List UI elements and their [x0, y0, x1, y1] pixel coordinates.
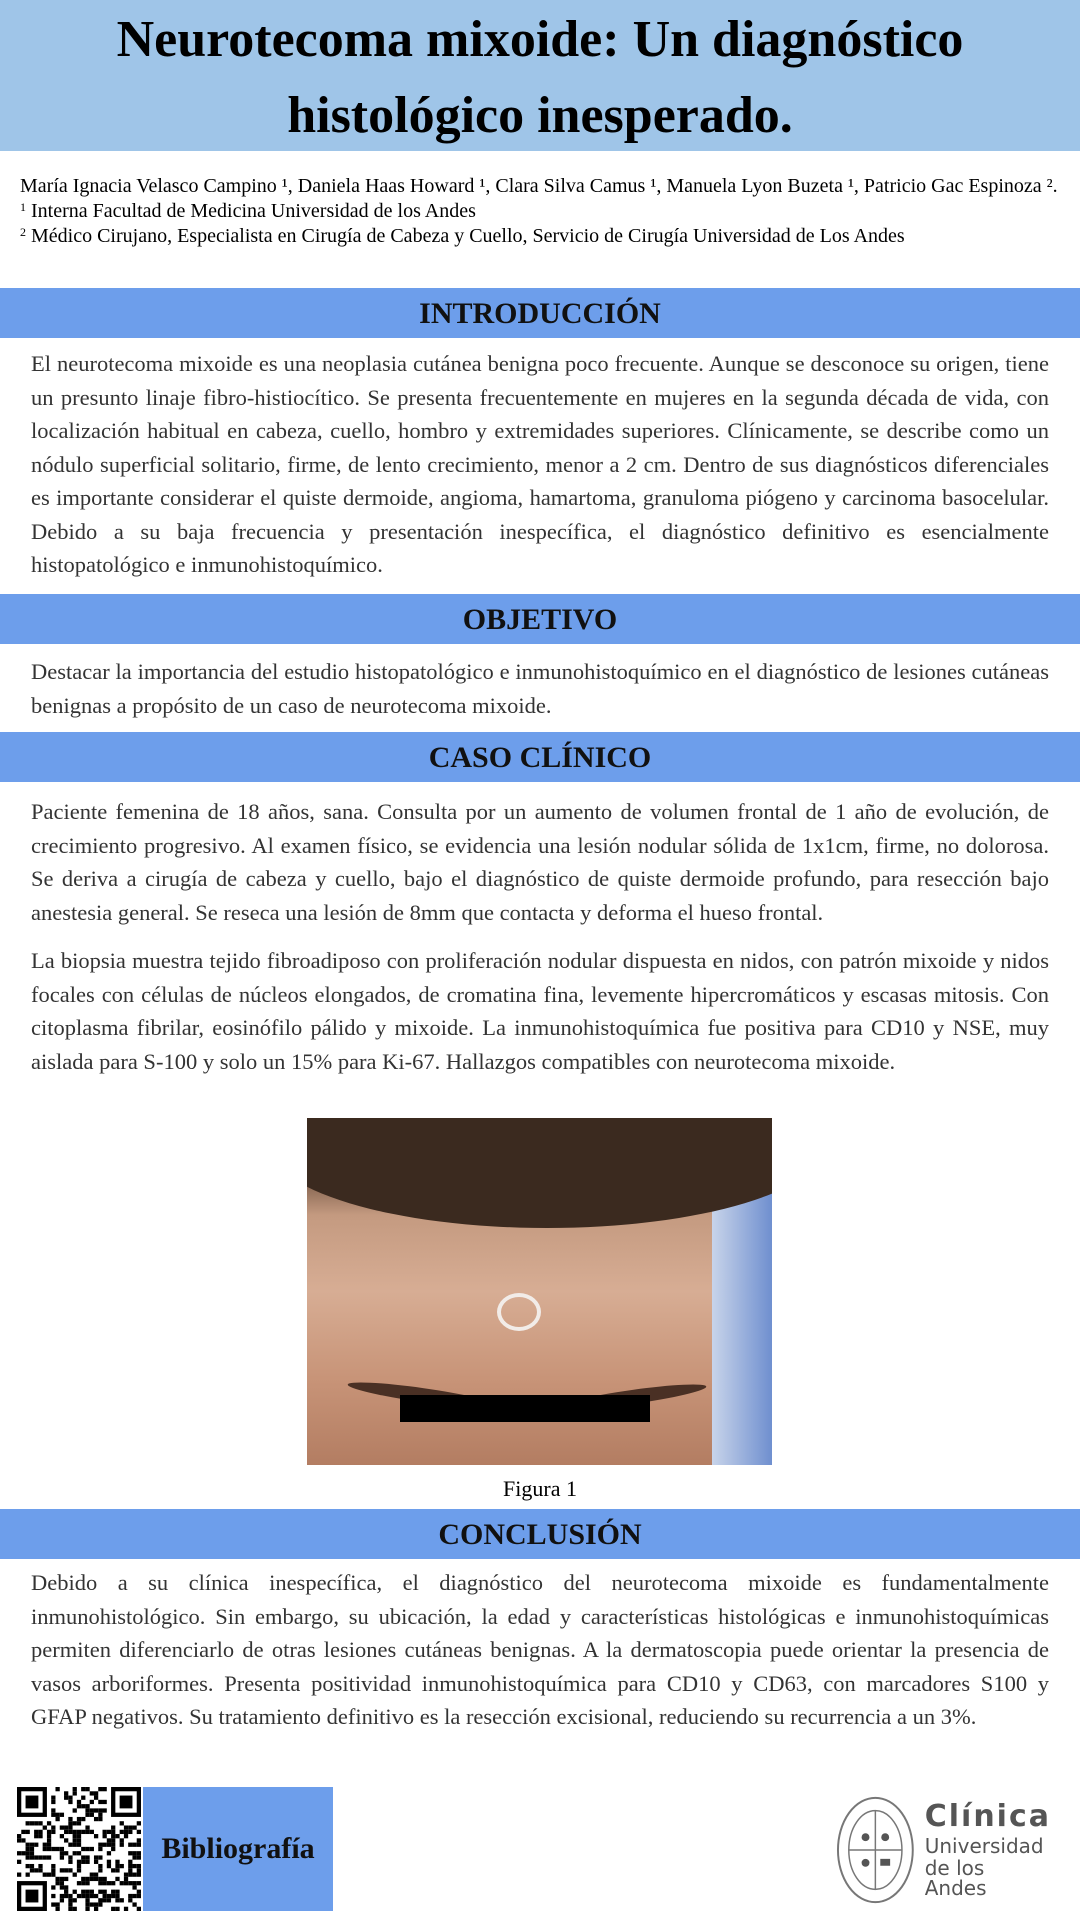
bibliography-qr-code[interactable] — [15, 1787, 143, 1911]
logo-line-2: Universidad — [924, 1834, 1044, 1858]
aff-text: Médico Cirujano, Especialista en Cirugía de Cabeza y Cuello, Servicio de Cirugía Universidad de Los Andes — [31, 225, 905, 247]
lesion-marking — [497, 1293, 541, 1331]
clinica-uandes-logo — [836, 1794, 1051, 1906]
university-seal-icon — [836, 1795, 915, 1905]
case-heading: CASO CLÍNICO — [0, 732, 1080, 782]
poster-title: Neurotecoma mixoide: Un diagnóstico histológico inesperado. — [116, 11, 964, 144]
conclusion-text: Debido a su clínica inespecífica, el diagnóstico del neurotecoma mixoide es fundamentalmente inmunohistológico. Sin embargo, su ubicación, la edad y características histológicas e inmunohistoquímicas permiten diferenciarlo de otras lesiones cutáneas benignas. A la dermatoscopia puede orientar la presencia de vasos arboriformes. Presenta positividad inmunohistoquímica para CD10 y CD63, con marcadores S100 y GFAP negativos. Su tratamiento definitivo es la resección excisional, reduciendo su recurrencia a un 3%. — [31, 1570, 1049, 1729]
affiliation-1 — [20, 199, 1065, 224]
intro-heading: INTRODUCCIÓN — [0, 288, 1080, 338]
censor-bar — [400, 1395, 650, 1422]
logo-line-1: Clínica — [924, 1799, 1051, 1834]
aff-mark: 2 — [20, 225, 26, 239]
affiliation-2 — [20, 224, 1065, 249]
aff-mark: 1 — [20, 200, 26, 214]
authors-block — [20, 174, 1065, 249]
logo-line-3: de los Andes — [924, 1856, 987, 1900]
intro-text: El neurotecoma mixoide es una neoplasia cutánea benigna poco frecuente. Aunque se desconoce su origen, tiene un presunto linaje fibro-histiocítico. Se presenta frecuentemente en mujeres en la segunda década de vida, con localización habitual en cabeza, cuello, hombro y extremidades superiores. Clínicamente, se describe como un nódulo superficial solitario, firme, de lento crecimiento, menor a 2 cm. Dentro de sus diagnósticos diferenciales es importante considerar el quiste dermoide, angioma, hamartoma, granuloma piógeno y carcinoma basocelular. Debido a su baja frecuencia y presentación inespecífica, el diagnóstico definitivo es esencialmente histopatológico e inmunohistoquímico. — [31, 351, 1049, 577]
poster-header — [0, 0, 1080, 151]
figure-caption: Figura 1 — [503, 1476, 577, 1501]
case-paragraph-1: Paciente femenina de 18 años, sana. Consulta por un aumento de volumen frontal de 1 año de evolución, de crecimiento progresivo. Al examen físico, se evidencia una lesión nodular sólida de 1x1cm, firme, no dolorosa. Se deriva a cirugía de cabeza y cuello, bajo el diagnóstico de quiste dermoide profundo, para resección bajo anestesia general. Se reseca una lesión de 8mm que contacta y deforma el hueso frontal. — [31, 799, 1049, 925]
aff-text: Interna Facultad de Medicina Universidad de los Andes — [31, 200, 476, 222]
objective-text: Destacar la importancia del estudio histopatológico e inmunohistoquímico en el diagnóstico de lesiones cutáneas benignas a propósito de un caso de neurotecoma mixoide. — [31, 659, 1049, 718]
figure-1-photo — [307, 1118, 772, 1465]
author-list: María Ignacia Velasco Campino ¹, Daniela Haas Howard ¹, Clara Silva Camus ¹, Manuela Lyon Buzeta ¹, Patricio Gac Espinoza ². — [20, 175, 1058, 197]
objective-heading: OBJETIVO — [0, 594, 1080, 644]
hair — [307, 1118, 772, 1228]
conclusion-heading: CONCLUSIÓN — [0, 1509, 1080, 1559]
bibliography-button[interactable]: Bibliografía — [143, 1787, 333, 1911]
case-paragraph-2: La biopsia muestra tejido fibroadiposo con proliferación nodular dispuesta en nidos, con patrón mixoide y nidos focales con células de núcleos elongados, de cromatina fina, levemente hipercromáticos y escasas mitosis. Con citoplasma fibrilar, eosinófilo pálido y mixoide. La inmunohistoquímica fue positiva para CD10 y NSE, muy aislada para S-100 y solo un 15% para Ki-67. Hallazgos compatibles con neurotecoma mixoide. — [31, 948, 1049, 1074]
